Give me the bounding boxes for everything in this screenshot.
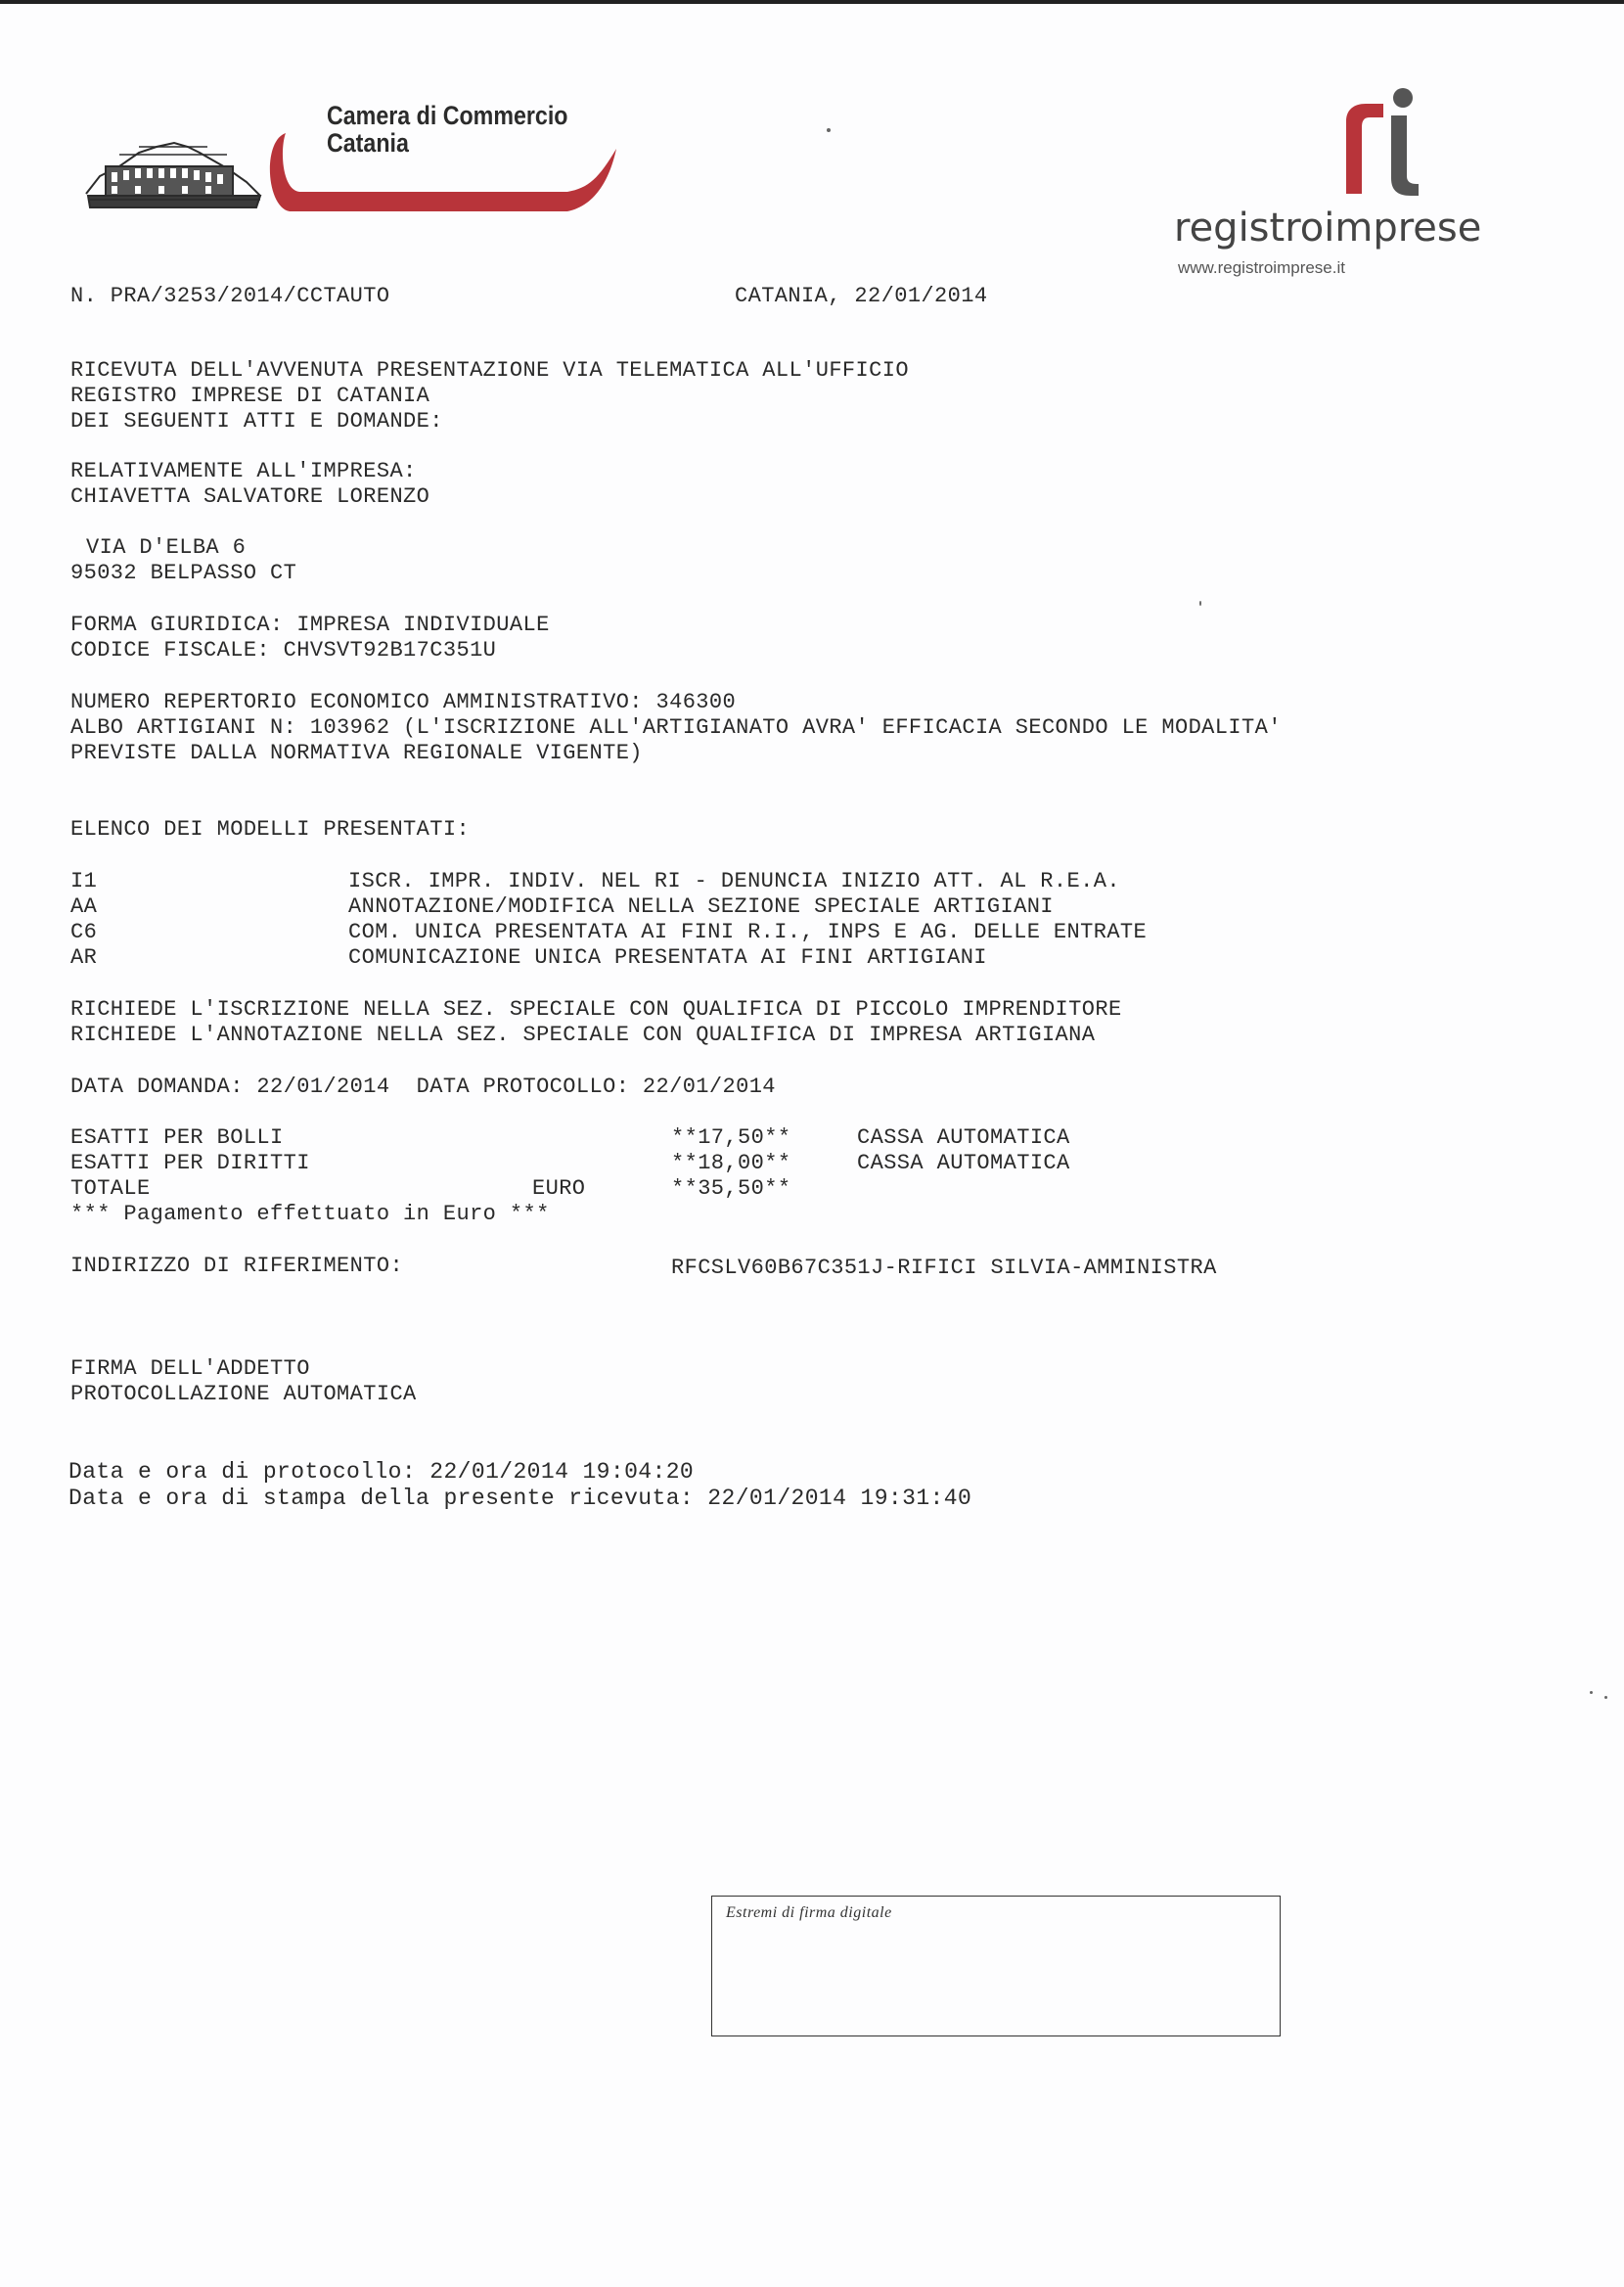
intro-line-3: DEI SEGUENTI ATTI E DOMANDE: (70, 409, 443, 434)
request-line-2: RICHIEDE L'ANNOTAZIONE NELLA SEZ. SPECIALE CON QUALIFICA DI IMPRESA ARTIGIANA (70, 1023, 1096, 1047)
chamber-name-line1: Camera di Commercio (327, 101, 568, 130)
model-desc: ANNOTAZIONE/MODIFICA NELLA SEZIONE SPECIALE ARTIGIANI (348, 894, 1054, 919)
chamber-name (327, 102, 567, 157)
scan-speck (1199, 601, 1201, 606)
bolli-method: CASSA AUTOMATICA (857, 1125, 1070, 1150)
address-line-2: 95032 BELPASSO CT (70, 561, 297, 585)
currency-label: EURO (532, 1176, 586, 1201)
diritti-method: CASSA AUTOMATICA (857, 1151, 1070, 1175)
model-desc: ISCR. IMPR. INDIV. NEL RI - DENUNCIA INIZIO ATT. AL R.E.A. (348, 869, 1120, 893)
reference-value: RFCSLV60B67C351J-RIFICI SILVIA-AMMINISTRA (671, 1256, 1217, 1280)
chamber-name-line2: Catania (327, 128, 409, 158)
legal-form: FORMA GIURIDICA: IMPRESA INDIVIDUALE (70, 613, 550, 637)
albo-line-2: PREVISTE DALLA NORMATIVA REGIONALE VIGENTE) (70, 741, 643, 765)
request-line-1: RICHIEDE L'ISCRIZIONE NELLA SEZ. SPECIALE CON QUALIFICA DI PICCOLO IMPRENDITORE (70, 997, 1122, 1022)
address-line-1: VIA D'ELBA 6 (86, 535, 247, 560)
rea-number: NUMERO REPERTORIO ECONOMICO AMMINISTRATIVO: 346300 (70, 690, 737, 714)
document-number: N. PRA/3253/2014/CCTAUTO (70, 284, 390, 308)
model-code: C6 (70, 920, 98, 944)
dates-line: DATA DOMANDA: 22/01/2014 DATA PROTOCOLLO: 22/01/2014 (70, 1075, 776, 1099)
company-label: RELATIVAMENTE ALL'IMPRESA: (70, 459, 417, 483)
diritti-amount: **18,00** (671, 1151, 791, 1175)
model-code: AA (70, 894, 98, 919)
model-desc: COMUNICAZIONE UNICA PRESENTATA AI FINI ARTIGIANI (348, 945, 987, 970)
company-name: CHIAVETTA SALVATORE LORENZO (70, 484, 430, 509)
bolli-label: ESATTI PER BOLLI (70, 1125, 284, 1150)
protocol-datetime: Data e ora di protocollo: 22/01/2014 19:04:20 (68, 1459, 695, 1485)
models-title: ELENCO DEI MODELLI PRESENTATI: (70, 817, 471, 842)
scan-speck (827, 128, 831, 132)
signature-line-1: FIRMA DELL'ADDETTO (70, 1356, 310, 1381)
registroimprese-logo-icon (1340, 86, 1438, 199)
model-desc: COM. UNICA PRESENTATA AI FINI R.I., INPS E AG. DELLE ENTRATE (348, 920, 1148, 944)
print-datetime: Data e ora di stampa della presente ricevuta: 22/01/2014 19:31:40 (68, 1486, 972, 1511)
model-code: I1 (70, 869, 98, 893)
model-code: AR (70, 945, 98, 970)
scan-speck (1590, 1691, 1593, 1694)
reference-label: INDIRIZZO DI RIFERIMENTO: (70, 1254, 404, 1278)
scan-speck (1604, 1696, 1607, 1699)
intro-line-2: REGISTRO IMPRESE DI CATANIA (70, 384, 430, 408)
bolli-amount: **17,50** (671, 1125, 791, 1150)
place-date: CATANIA, 22/01/2014 (735, 284, 988, 308)
totale-amount: **35,50** (671, 1176, 791, 1201)
signature-line-2: PROTOCOLLAZIONE AUTOMATICA (70, 1382, 417, 1406)
scan-edge (0, 0, 1624, 4)
tax-code: CODICE FISCALE: CHVSVT92B17C351U (70, 638, 497, 663)
registry-url: www.registroimprese.it (1178, 258, 1345, 277)
totale-label: TOTALE (70, 1176, 151, 1201)
albo-line-1: ALBO ARTIGIANI N: 103962 (L'ISCRIZIONE ALL'ARTIGIANATO AVRA' EFFICACIA SECONDO LE MODALITA' (70, 715, 1282, 740)
intro-line-1: RICEVUTA DELL'AVVENUTA PRESENTAZIONE VIA TELEMATICA ALL'UFFICIO (70, 358, 909, 383)
payment-note: *** Pagamento effettuato in Euro *** (70, 1202, 550, 1226)
diritti-label: ESATTI PER DIRITTI (70, 1151, 310, 1175)
digital-signature-label: Estremi di firma digitale (726, 1904, 892, 1921)
registry-name: registroimprese (1174, 206, 1482, 251)
digital-signature-box (711, 1896, 1281, 2036)
